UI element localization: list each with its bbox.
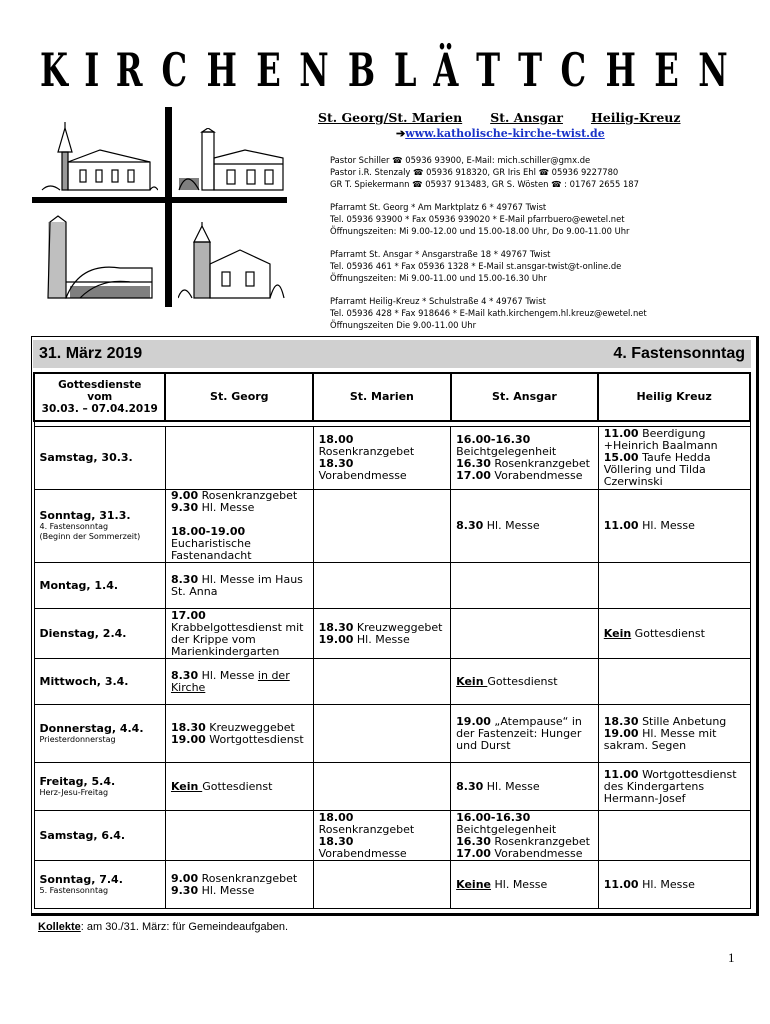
service-time: 16.30 — [456, 457, 491, 470]
service-time: 17.00 — [456, 846, 491, 860]
contact-line: Pastor i.R. Stenzaly ☎ 05936 918320, GR Iris Ehl ☎ 05936 9227780 — [330, 167, 619, 177]
arrow-right-icon: ➔ — [396, 127, 406, 140]
service-cancel-label: Kein — [170, 779, 203, 793]
service-time: 11.00 — [603, 427, 639, 440]
contact-line: Öffnungszeiten Die 9.00-11.00 Uhr — [330, 320, 477, 330]
cross-vertical-bar — [165, 107, 172, 307]
service-text: Hl. Messe im Haus St. Anna — [170, 572, 303, 598]
title-letter: R — [115, 43, 143, 97]
service-text: Stille Anbetung — [638, 714, 727, 728]
kollekte-label: Kollekte — [38, 921, 81, 933]
day-cell — [34, 763, 165, 811]
service-cell — [313, 490, 451, 563]
service-cell — [451, 763, 599, 811]
service-cell — [598, 705, 750, 763]
contact-line: Öffnungszeiten: Mi 9.00-12.00 und 15.00-18.00 Uhr, Do 9.00-11.00 Uhr — [330, 226, 630, 236]
parish-name: St. Georg/St. Marien — [318, 110, 463, 125]
service-text: Wortgottesdienst — [205, 732, 304, 746]
service-time: 8.30 — [456, 779, 484, 793]
service-text: Hl. Messe — [638, 519, 695, 532]
table-body — [34, 427, 750, 909]
service-text: Hl. Messe — [483, 519, 540, 532]
contact-block — [330, 154, 758, 190]
service-time: 18.30 — [170, 720, 206, 734]
day-label: Donnerstag, 4.4. — [39, 721, 144, 735]
service-text: Vorabendmesse — [490, 469, 583, 482]
service-time: 11.00 — [603, 767, 639, 781]
title-letter: E — [654, 43, 680, 97]
title-letter: Ä — [433, 43, 459, 97]
service-time: 11.00 — [603, 519, 639, 532]
title-letter: N — [299, 43, 329, 97]
service-text: Vorabendmesse — [490, 846, 583, 860]
service-cell — [313, 563, 451, 609]
service-cancel-label: Kein — [603, 626, 632, 640]
day-label: Freitag, 5.4. — [39, 774, 116, 788]
table-row — [34, 427, 750, 490]
day-cell — [34, 659, 165, 705]
service-cell — [451, 490, 599, 563]
title-letter: T — [476, 43, 501, 97]
schedule-occasion: 4. Fastensonntag — [613, 345, 745, 362]
title-letter: C — [161, 43, 187, 97]
service-time: 15.00 — [603, 451, 639, 464]
title-letter: I — [84, 43, 100, 97]
service-time: 9.30 — [170, 883, 199, 897]
title-letter: B — [348, 43, 376, 97]
day-subtitle: Herz-Jesu-Freitag — [39, 787, 109, 797]
table-row — [34, 763, 750, 811]
day-subtitle: Priesterdonnerstag — [39, 734, 116, 744]
service-time: 17.00 — [456, 469, 491, 482]
service-cell — [313, 763, 451, 811]
day-cell — [34, 861, 165, 909]
service-cell — [598, 609, 750, 659]
contact-block — [330, 201, 758, 237]
church-heilig-kreuz-drawing — [178, 222, 286, 300]
service-text: Hl. Messe — [483, 779, 540, 793]
period-header-line: vom — [87, 391, 113, 403]
service-cell — [165, 811, 313, 861]
day-subtitle: (Beginn der Sommerzeit) — [39, 532, 141, 541]
service-text: Gottesdienst — [631, 626, 705, 640]
contact-line: Pfarramt Heilig-Kreuz * Schulstraße 4 * 49767 Twist — [330, 296, 546, 306]
column-header: Heilig Kreuz — [598, 373, 750, 421]
service-text: Hl. Messe — [198, 883, 255, 897]
service-time: 19.00 — [170, 732, 206, 746]
service-cell — [598, 811, 750, 861]
service-cell — [313, 861, 451, 909]
contact-block — [330, 248, 758, 284]
column-header: St. Ansgar — [451, 373, 599, 421]
service-time: 18.00 — [318, 433, 354, 446]
day-subtitle: 5. Fastensonntag — [39, 885, 109, 895]
service-cell — [313, 659, 451, 705]
contact-line: Tel. 05936 428 * Fax 918646 * E-Mail kath.kirchengem.hl.kreuz@ewetel.net — [330, 308, 647, 318]
service-time: 8.30 — [170, 572, 199, 586]
table-row — [34, 563, 750, 609]
day-label: Montag, 1.4. — [39, 578, 119, 592]
service-time: 18.30 — [318, 834, 354, 848]
service-text: Kreuzweggebet — [205, 720, 295, 734]
service-time: 19.00 — [456, 714, 491, 728]
contact-blocks — [330, 154, 758, 331]
table-row — [34, 659, 750, 705]
service-cell — [598, 861, 750, 909]
service-cell — [451, 861, 599, 909]
cross-horizontal-bar — [32, 197, 287, 203]
table-row — [34, 490, 750, 563]
service-text: „Atempause“ in der Fastenzeit: Hunger und Durst — [456, 714, 582, 752]
page-title — [34, 44, 734, 96]
parish-name: St. Ansgar — [490, 110, 563, 125]
period-header-line: Gottesdienste — [58, 379, 142, 391]
church-st-georg-drawing — [40, 122, 158, 192]
title-letter: E — [255, 43, 281, 97]
contact-line: Pfarramt St. Georg * Am Marktplatz 6 * 49767 Twist — [330, 202, 547, 212]
table-row — [34, 811, 750, 861]
service-text: Gottesdienst — [487, 674, 558, 688]
day-cell — [34, 609, 165, 659]
title-letter: H — [206, 43, 237, 97]
service-cell — [165, 659, 313, 705]
service-time: 8.30 — [170, 668, 199, 682]
service-cell — [451, 811, 599, 861]
service-cell — [165, 705, 313, 763]
service-text: Rosenkranzgebet — [198, 871, 298, 885]
period-header-line: 30.03. – 07.04.2019 — [41, 403, 158, 415]
day-cell — [34, 490, 165, 563]
service-cell — [451, 705, 599, 763]
service-cancel-label: Keine — [456, 877, 491, 891]
service-time: 11.00 — [603, 877, 639, 891]
service-time: 16.00-16.30 — [456, 810, 531, 824]
contact-line: Pastor Schiller ☎ 05936 93900, E-Mail: mich.schiller@gmx.de — [330, 155, 591, 165]
service-time: 9.00 — [170, 871, 199, 885]
schedule-date: 31. März 2019 — [39, 345, 143, 362]
service-cancel-label: Kein — [456, 674, 488, 688]
schedule-header — [33, 340, 751, 368]
table-row — [34, 705, 750, 763]
service-cell — [165, 490, 313, 563]
service-time: 18.30 — [603, 714, 639, 728]
day-cell — [34, 811, 165, 861]
title-letter: C — [560, 43, 586, 97]
service-text: Hl. Messe — [491, 877, 548, 891]
service-cell — [165, 609, 313, 659]
service-text: Rosenkranzgebet — [318, 822, 415, 836]
service-cell — [598, 763, 750, 811]
parish-names — [318, 110, 758, 125]
contact-line: Tel. 05936 461 * Fax 05936 1328 * E-Mail st.ansgar-twist@t-online.de — [330, 261, 622, 271]
service-schedule-table — [33, 372, 751, 909]
service-text: Rosenkranzgebet — [318, 445, 415, 458]
service-text: Beichtgelegenheit — [456, 822, 557, 836]
service-cell — [451, 659, 599, 705]
contact-line: Pfarramt St. Ansgar * Ansgarstraße 18 * 49767 Twist — [330, 249, 551, 259]
church-st-marien-drawing — [177, 128, 287, 192]
service-cell — [165, 563, 313, 609]
service-text: Rosenkranzgebet — [490, 834, 590, 848]
title-letter: L — [393, 43, 417, 97]
service-time: 19.00 — [318, 632, 354, 646]
service-text: Vorabendmesse — [318, 846, 407, 860]
website-line — [396, 127, 758, 140]
service-time: 18.00-19.00 — [170, 525, 246, 538]
service-text: Taufe Hedda Völlering und Tilda Czerwinski — [603, 451, 711, 488]
service-cell — [598, 490, 750, 563]
service-text: Rosenkranzgebet — [490, 457, 590, 470]
title-letter: K — [39, 43, 68, 97]
parish-info — [318, 110, 758, 342]
contact-block — [330, 295, 758, 331]
service-text: Beerdigung +Heinrich Baalmann — [603, 427, 718, 452]
service-text: Hl. Messe — [198, 501, 255, 514]
service-time: 18.30 — [318, 620, 354, 634]
service-text: Hl. Messe — [638, 877, 695, 891]
service-text: Vorabendmesse — [318, 469, 407, 482]
service-text: Beichtgelegenheit — [456, 445, 557, 458]
day-label: Dienstag, 2.4. — [39, 626, 127, 640]
period-header — [34, 373, 165, 421]
service-cell — [598, 563, 750, 609]
day-label: Sonntag, 7.4. — [39, 872, 123, 886]
service-time: 18.30 — [318, 457, 354, 470]
service-time: 16.30 — [456, 834, 491, 848]
service-text: Kreuzweggebet — [353, 620, 443, 634]
service-cell — [451, 609, 599, 659]
service-text: Krabbelgottesdienst mit der Krippe vom Marienkindergarten — [170, 620, 304, 658]
table-row — [34, 861, 750, 909]
service-time: 16.00-16.30 — [456, 433, 531, 446]
service-text: Rosenkranzgebet — [198, 489, 298, 502]
service-time: 9.00 — [170, 489, 199, 502]
title-letter: N — [698, 43, 728, 97]
day-label: Samstag, 30.3. — [39, 451, 133, 464]
day-label: Sonntag, 31.3. — [39, 509, 131, 522]
column-header: St. Marien — [313, 373, 451, 421]
service-text: Hl. Messe mit sakram. Segen — [603, 726, 717, 752]
contact-line: GR T. Spiekermann ☎ 05937 913483, GR S. Wösten ☎ : 01767 2655 187 — [330, 179, 639, 189]
service-cell — [451, 427, 599, 490]
service-cell — [165, 763, 313, 811]
title-letter: H — [605, 43, 636, 97]
service-time: 18.00 — [318, 810, 354, 824]
service-time: 19.00 — [603, 726, 639, 740]
service-cell — [313, 609, 451, 659]
day-cell — [34, 427, 165, 490]
column-header: St. Georg — [165, 373, 313, 421]
service-time: 9.30 — [170, 501, 199, 514]
contact-line: Öffnungszeiten: Mi 9.00-11.00 und 15.00-16.30 Uhr — [330, 273, 547, 283]
service-cell — [313, 705, 451, 763]
service-text: Hl. Messe — [198, 668, 258, 682]
table-header-row — [34, 373, 750, 421]
day-label: Mittwoch, 3.4. — [39, 674, 129, 688]
service-note: in der Kirche — [170, 668, 290, 694]
day-cell — [34, 705, 165, 763]
website-link[interactable]: www.katholische-kirche-twist.de — [405, 127, 605, 140]
table-row — [34, 609, 750, 659]
service-cell — [598, 659, 750, 705]
service-text: Gottesdienst — [202, 779, 273, 793]
church-st-ansgar-drawing — [40, 212, 158, 300]
service-text: Eucharistische Fastenandacht — [170, 537, 252, 562]
service-time: 8.30 — [456, 519, 484, 532]
service-cell — [313, 811, 451, 861]
kollekte-text: : am 30./31. März: für Gemeindeaufgaben. — [80, 921, 289, 933]
service-text: Wortgottesdienst des Kindergartens Hermann-Josef — [603, 767, 737, 805]
service-cell — [165, 427, 313, 490]
service-cell — [313, 427, 451, 490]
service-text: Hl. Messe — [353, 632, 410, 646]
day-label: Samstag, 6.4. — [39, 828, 126, 842]
service-time: 17.00 — [170, 608, 206, 622]
title-letter: T — [518, 43, 543, 97]
service-cell — [165, 861, 313, 909]
contact-line: Tel. 05936 93900 * Fax 05936 939020 * E-Mail pfarrbuero@ewetel.net — [330, 214, 625, 224]
day-cell — [34, 563, 165, 609]
page-number: 1 — [728, 950, 735, 965]
day-subtitle: 4. Fastensonntag — [39, 522, 109, 531]
service-cell — [598, 427, 750, 490]
parish-name: Heilig-Kreuz — [590, 110, 681, 125]
service-cell — [451, 563, 599, 609]
kollekte-note — [38, 921, 288, 933]
